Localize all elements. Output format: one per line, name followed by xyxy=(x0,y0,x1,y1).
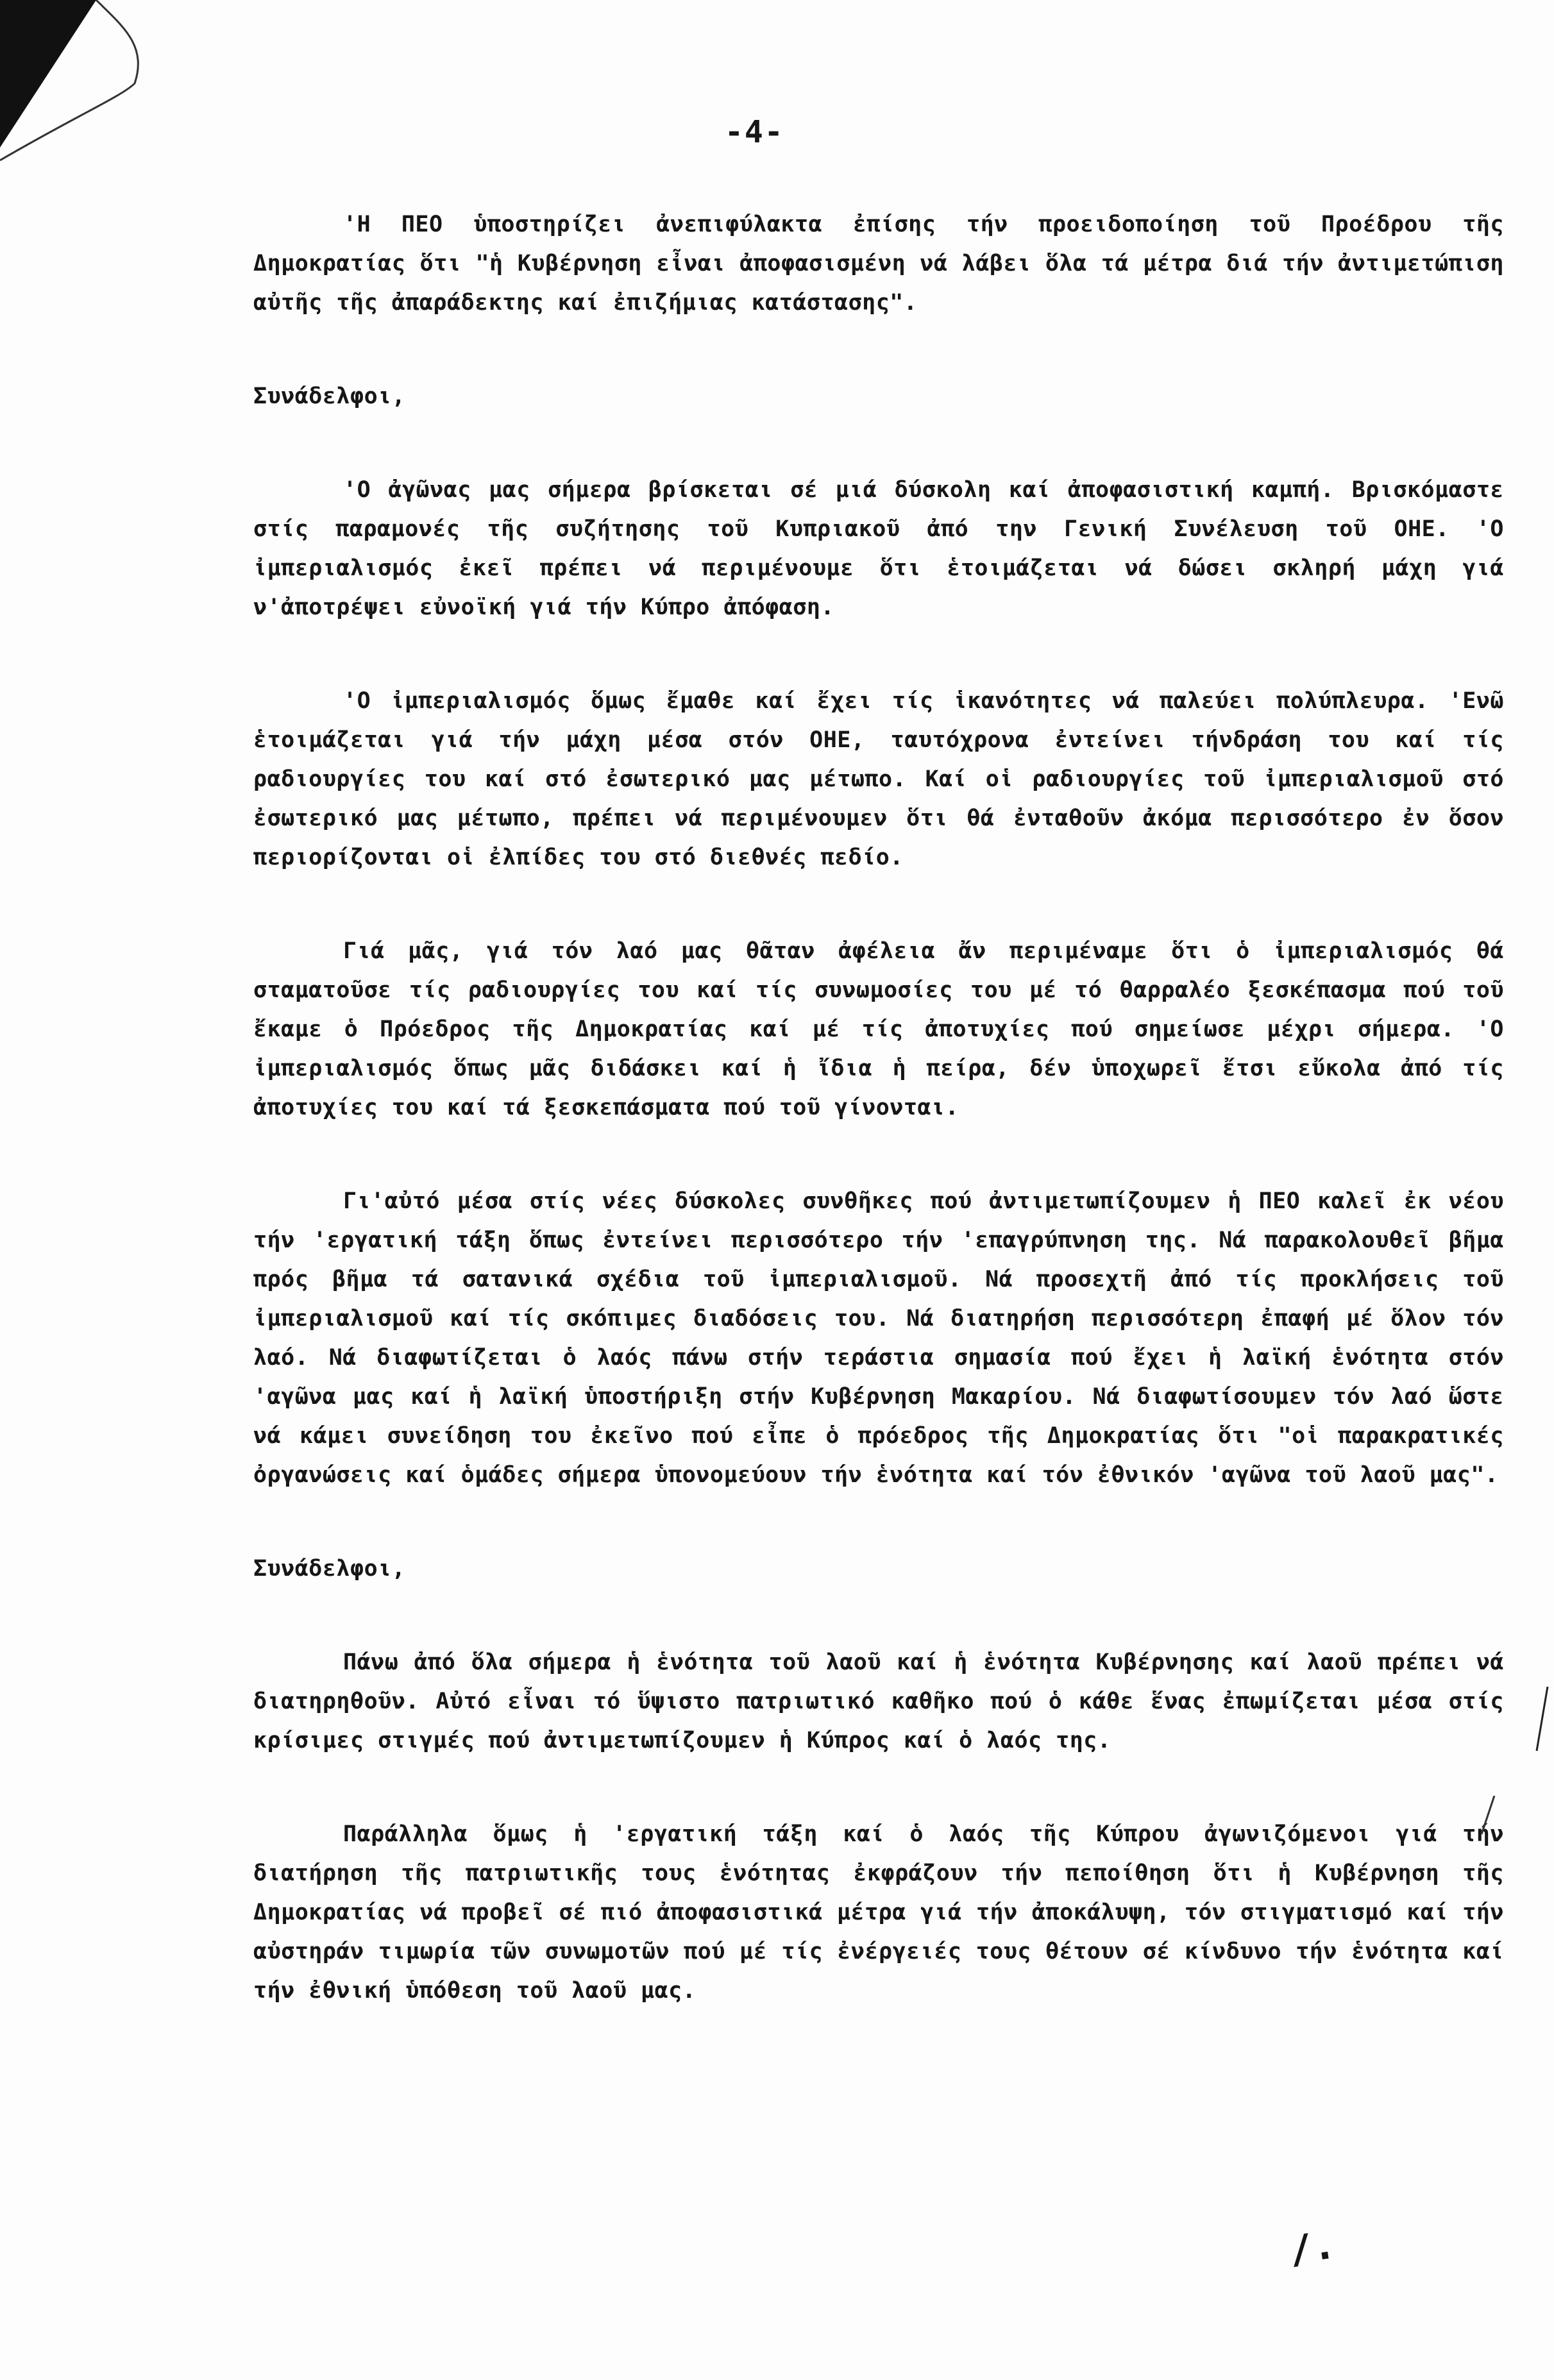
paragraph-1: 'Η ΠΕΟ ὑποστηρίζει ἀνεπιφύλακτα ἐπίσης τήν προειδοποίηση τοῦ Προέδρου τῆς Δημοκρατίας ὅτι "ἡ Κυβέρνηση εἶναι ἀποφασισμένη νά λάβει ὅλα τά μέτρα διά τήν ἀντιμετώπιση αὐτῆς τῆς ἀπαράδεκτης καί ἐπιζήμιας κατάστασης". xyxy=(253,212,1504,316)
paragraph-6: Πάνω ἀπό ὅλα σήμερα ἡ ἑνότητα τοῦ λαοῦ καί ἡ ἑνότητα Κυβέρνησης καί λαοῦ πρέπει νά διατηρηθοῦν. Αὐτό εἶναι τό ὕψιστο πατριωτικό καθῆκο πού ὁ κάθε ἕνας ἐπωμίζεται μέσα στίς κρίσιμες στιγμές πού ἀντιμετωπίζουμεν ἡ Κύπρος καί ὁ λαός της. xyxy=(253,1650,1504,1753)
paragraph-7: Παράλληλα ὅμως ἡ 'εργατική τάξη καί ὁ λαός τῆς Κύπρου ἀγωνιζόμενοι γιά τήν διατήρηση τῆς πατριωτικῆς τους ἑνότητας ἐκφράζουν τήν πεποίθηση ὅτι ἡ Κυβέρνηση τῆς Δημοκρατίας νά προβεῖ σέ πιό ἀποφασιστικά μέτρα γιά τήν ἀποκάλυψη, τόν στιγματισμό καί τήν αὐστηράν τιμωρία τῶν συνωμοτῶν πού μέ τίς ἐνέργειές τους θέτουν σέ κίνδυνο τήν ἑνότητα καί τήν ἐθνική ὑπόθεση τοῦ λαοῦ μας. xyxy=(253,1821,1504,2004)
margin-pen-mark xyxy=(1475,1796,1501,1841)
paragraph-4: Γιά μᾶς, γιά τόν λαό μας θᾶταν ἀφέλεια ἄν περιμέναμε ὅτι ὁ ἰμπεριαλισμός θά σταματοῦσε τίς ραδιουργίες του καί τίς συνωμοσίες του μέ τό θαρραλέο ξεσκέπασμα πού τοῦ ἔκαμε ὁ Πρόεδρος τῆς Δημοκρατίας καί μέ τίς ἀποτυχίες πού σημείωσε μέχρι σήμερα. 'Ο ἰμπεριαλισμός ὅπως μᾶς διδάσκει καί ἡ ἴδια ἡ πείρα, δέν ὑποχωρεῖ ἔτσι εὔκολα ἀπό τίς ἀποτυχίες του καί τά ξεσκεπάσματα πού τοῦ γίνονται. xyxy=(253,938,1504,1120)
salutation-1: Συνάδελφοι, xyxy=(253,384,406,409)
paragraph-3: 'Ο ἰμπεριαλισμός ὅμως ἔμαθε καί ἔχει τίς ἱκανότητες νά παλεύει πολύπλευρα. 'Ενῶ ἑτοιμάζεται γιά τήν μάχη μέσα στόν ΟΗΕ, ταυτόχρονα ἐντείνει τήνδράση του καί τίς ραδιουργίες του καί στό ἐσωτερικό μας μέτωπο. Καί οἱ ραδιουργίες τοῦ ἰμπεριαλισμοῦ στό ἐσωτερικό μας μέτωπο, πρέπει νά περιμένουμεν ὅτι θά ἐνταθοῦν ἀκόμα περισσότερο ἐν ὅσον περιορίζονται οἱ ἐλπίδες του στό διεθνές πεδίο. xyxy=(253,688,1504,870)
continuation-mark: /. xyxy=(1286,2222,1339,2274)
folded-corner-mark xyxy=(0,0,167,167)
margin-pen-mark xyxy=(1532,1687,1551,1757)
salutation-2: Συνάδελφοι, xyxy=(253,1556,406,1582)
paragraph-2: 'Ο ἀγῶνας μας σήμερα βρίσκεται σέ μιά δύσκολη καί ἀποφασιστική καμπή. Βρισκόμαστε στίς παραμονές τῆς συζήτησης τοῦ Κυπριακοῦ ἀπό την Γενική Συνέλευση τοῦ ΟΗΕ. 'Ο ἰμπεριαλισμός ἐκεῖ πρέπει νά περιμένουμε ὅτι ἑτοιμάζεται νά δώσει σκληρή μάχη γιά ν'ἀποτρέψει εὐνοϊκή γιά τήν Κύπρο ἀπόφαση. xyxy=(253,477,1504,620)
paragraph-5: Γι'αὐτό μέσα στίς νέες δύσκολες συνθῆκες πού ἀντιμετωπίζουμεν ἡ ΠΕΟ καλεῖ ἐκ νέου τήν 'εργατική τάξη ὅπως ἐντείνει περισσότερο τήν 'επαγρύπνηση της. Νά παρακολουθεῖ βῆμα πρός βῆμα τά σατανικά σχέδια τοῦ ἰμπεριαλισμοῦ. Νά προσεχτῆ ἀπό τίς προκλήσεις τοῦ ἰμπεριαλισμοῦ καί τίς σκόπιμες διαδόσεις του. Νά διατηρήση περισσότερη ἐπαφή μέ ὅλον τόν λαό. Νά διαφωτίζεται ὁ λαός πάνω στήν τεράστια σημασία πού ἔχει ἡ λαϊκή ἑνότητα στόν 'αγῶνα μας καί ἡ λαϊκή ὑποστήριξη στήν Κυβέρνηση Μακαρίου. Νά διαφωτίσουμεν τόν λαό ὥστε νά κάμει συνείδηση του ἐκεῖνο πού εἶπε ὁ πρόεδρος τῆς Δημοκρατίας ὅτι "οἱ παρακρατικές ὀργανώσεις καί ὁμάδες σήμερα ὑπονομεύουν τήν ἑνότητα καί τόν ἐθνικόν 'αγῶνα τοῦ λαοῦ μας". xyxy=(253,1188,1504,1488)
page-number: -4- xyxy=(725,114,784,150)
letter-body xyxy=(253,205,1504,2065)
